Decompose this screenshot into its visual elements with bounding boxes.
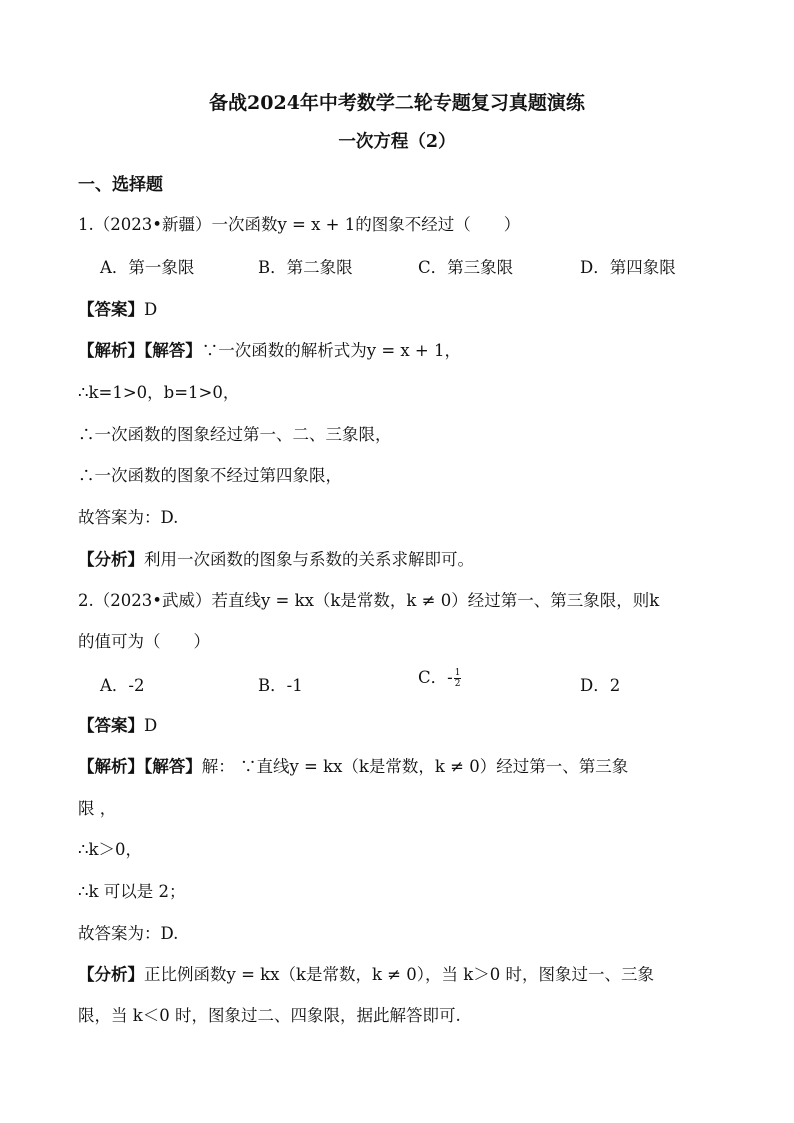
q2-answer-value: D	[144, 716, 158, 735]
q1-note-line	[78, 546, 474, 570]
q2-option-c	[418, 664, 461, 689]
q2-analysis-text: 解： ∵直线y = kx（k是常数，k ≠ 0）经过第一、第三象	[201, 757, 629, 776]
q2-note-line-1	[78, 961, 654, 985]
q2-note-text: 正比例函数y = kx（k是常数，k ≠ 0），当 k＞0 时，图象过一、三象	[144, 965, 654, 984]
question-2-stem-line-2: 的值可为（ ）	[78, 632, 210, 651]
q2-note-tag: 【分析】	[78, 965, 144, 984]
q1-analysis-text: ∵一次函数的解析式为y = x + 1，	[201, 341, 462, 360]
q2-option-b: B．-1	[258, 676, 303, 695]
question-2-stem-line-1: 2.（2023•武威）若直线y = kx（k是常数，k ≠ 0）经过第一、第三象限，则k	[78, 591, 660, 610]
q1-answer-line	[78, 296, 157, 320]
q2-note-line-2: 限，当 k＜0 时，图象过二、四象限，据此解答即可.	[78, 1006, 461, 1025]
q1-option-b: B．第二象限	[258, 258, 353, 277]
fraction-denominator: 2	[454, 679, 461, 689]
q1-step-3: ∴一次函数的图象不经过第四象限，	[78, 466, 342, 485]
document-subtitle: 一次方程（2）	[338, 132, 456, 152]
q2-answer-tag: 【答案】	[78, 716, 144, 735]
q1-option-a: A．第一象限	[100, 258, 195, 277]
q2-step-1: ∴k＞0，	[78, 840, 142, 859]
q2-step-3: 故答案为：D.	[78, 924, 179, 943]
q2-analysis-line-2: 限 ，	[78, 799, 117, 818]
document-title: 备战2024年中考数学二轮专题复习真题演练	[209, 92, 585, 114]
q1-note-tag: 【分析】	[78, 550, 144, 569]
section-heading: 一、选择题	[78, 175, 163, 195]
q1-answer-value: D	[144, 300, 158, 319]
q1-option-c: C．第三象限	[418, 258, 514, 277]
fraction-numerator: 1	[454, 668, 461, 678]
q2-option-d: D．2	[580, 676, 621, 695]
q1-note-text: 利用一次函数的图象与系数的关系求解即可。	[144, 550, 474, 569]
q2-analysis-tag: 【解析】【解答】	[78, 757, 202, 776]
q2-option-a: A．-2	[100, 676, 145, 695]
q2-option-c-fraction	[454, 668, 462, 689]
q2-option-c-label: C．-	[418, 668, 453, 687]
q1-answer-tag: 【答案】	[78, 300, 144, 319]
q1-step-1: ∴k=1>0，b=1>0，	[78, 383, 240, 402]
q1-option-d: D．第四象限	[580, 258, 676, 277]
q1-step-2: ∴一次函数的图象经过第一、二、三象限，	[78, 425, 392, 444]
q1-analysis-tag: 【解析】【解答】	[78, 341, 202, 360]
q2-step-2: ∴k 可以是 2；	[78, 882, 186, 901]
q1-analysis-line	[78, 337, 461, 361]
q1-step-4: 故答案为：D.	[78, 508, 179, 527]
question-1-stem: 1.（2023•新疆）一次函数y = x + 1的图象不经过（ ）	[78, 215, 521, 234]
q2-answer-line	[78, 712, 157, 736]
q2-analysis-line-1	[78, 753, 628, 777]
